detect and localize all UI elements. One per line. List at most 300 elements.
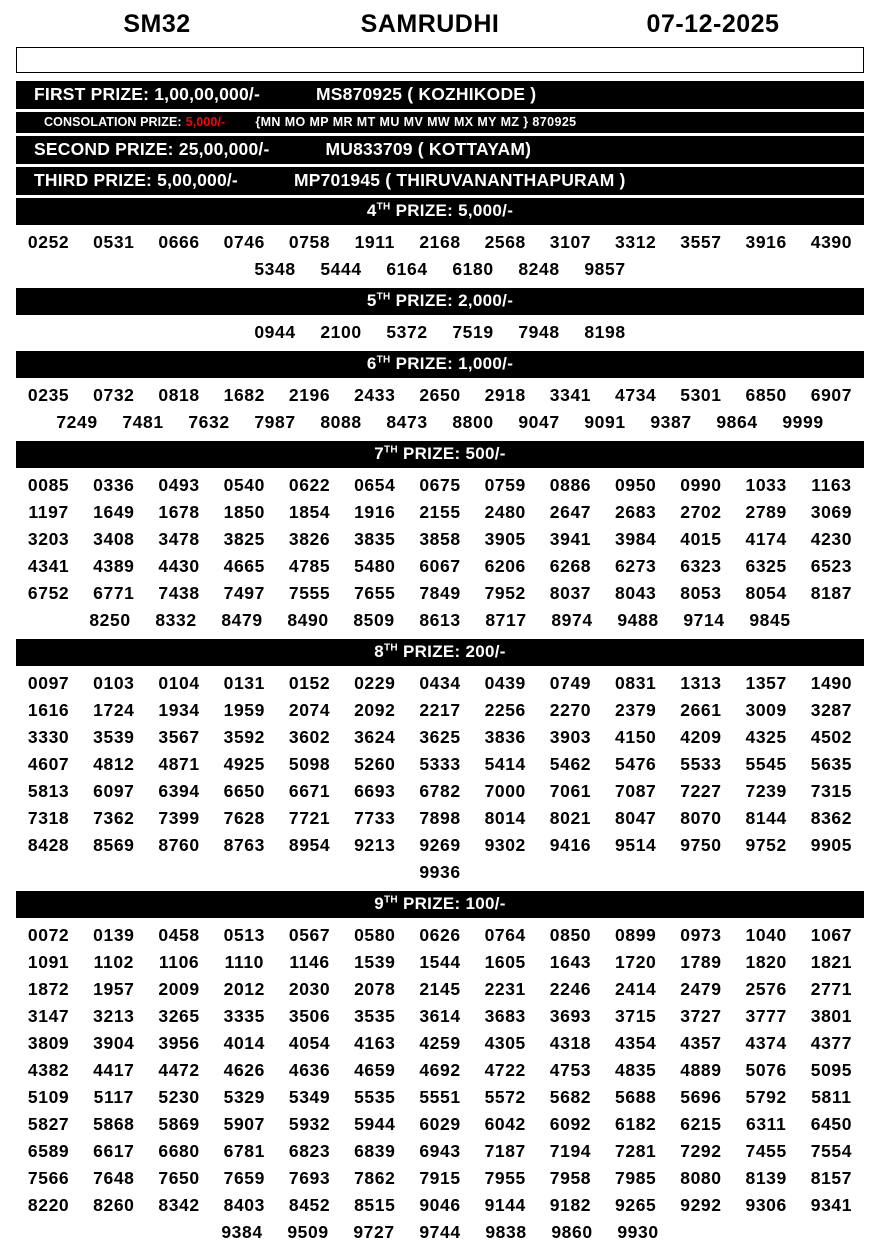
ticket-number: 7898 bbox=[419, 808, 461, 828]
ticket-number: 6589 bbox=[27, 1141, 70, 1161]
ticket-number: 7061 bbox=[549, 781, 592, 801]
number-row bbox=[16, 229, 864, 256]
ticket-number: 5333 bbox=[419, 754, 461, 774]
ticket-number: 2092 bbox=[354, 700, 396, 720]
ticket-number: 3614 bbox=[419, 1006, 461, 1026]
second-prize-winner: MU833709 ( KOTTAYAM) bbox=[325, 139, 532, 159]
ticket-number: 0104 bbox=[158, 673, 200, 693]
ticket-number: 5329 bbox=[223, 1087, 265, 1107]
ticket-number: 9750 bbox=[680, 835, 722, 855]
ticket-number: 6650 bbox=[223, 781, 265, 801]
ticket-number: 3835 bbox=[354, 529, 396, 549]
ticket-number: 7948 bbox=[518, 322, 560, 342]
ticket-number: 8144 bbox=[745, 808, 787, 828]
ticket-number: 9488 bbox=[617, 610, 659, 630]
ticket-number: 0675 bbox=[419, 475, 461, 495]
sixth-prize-sup: TH bbox=[376, 354, 391, 366]
ticket-number: 6850 bbox=[745, 385, 787, 405]
ticket-number: 7693 bbox=[288, 1168, 331, 1188]
ticket-number: 8613 bbox=[419, 610, 461, 630]
ticket-number: 7362 bbox=[93, 808, 135, 828]
ticket-number: 1197 bbox=[28, 502, 69, 522]
ticket-number: 9999 bbox=[782, 412, 824, 432]
ticket-number: 9936 bbox=[419, 862, 461, 882]
ticket-number: 3941 bbox=[549, 529, 592, 549]
draw-date: 07-12-2025 bbox=[646, 10, 780, 38]
ticket-number: 0950 bbox=[615, 475, 657, 495]
sixth-prize-ordinal: 6 bbox=[366, 354, 377, 373]
ninth-prize-title: PRIZE: 100/- bbox=[402, 894, 506, 913]
eighth-prize-header bbox=[16, 639, 864, 666]
ticket-number: 6943 bbox=[419, 1141, 461, 1161]
ticket-number: 9930 bbox=[617, 1222, 659, 1242]
ticket-number: 4722 bbox=[484, 1060, 526, 1080]
ticket-number: 5682 bbox=[549, 1087, 592, 1107]
ticket-number: 8014 bbox=[484, 808, 526, 828]
ticket-number: 6325 bbox=[745, 556, 787, 576]
ticket-number: 8248 bbox=[518, 259, 560, 279]
ninth-prize-ordinal: 9 bbox=[374, 894, 384, 913]
ticket-number: 6067 bbox=[419, 556, 461, 576]
ticket-number: 4812 bbox=[93, 754, 135, 774]
third-prize-label: THIRD PRIZE: 5,00,000/- bbox=[34, 170, 238, 190]
ticket-number: 6311 bbox=[745, 1114, 787, 1134]
ticket-number: 1957 bbox=[93, 979, 135, 999]
ticket-number: 3727 bbox=[680, 1006, 722, 1026]
ticket-number: 0252 bbox=[27, 232, 70, 252]
ticket-number: 8569 bbox=[93, 835, 135, 855]
ticket-number: 5869 bbox=[158, 1114, 200, 1134]
ticket-number: 3801 bbox=[810, 1006, 853, 1026]
ticket-number: 5109 bbox=[27, 1087, 70, 1107]
ticket-number: 2647 bbox=[549, 502, 592, 522]
ticket-number: 1934 bbox=[158, 700, 200, 720]
ticket-number: 7985 bbox=[615, 1168, 657, 1188]
ticket-number: 3213 bbox=[93, 1006, 135, 1026]
ticket-number: 8479 bbox=[221, 610, 263, 630]
sixth-prize-numbers bbox=[16, 378, 864, 438]
ticket-number: 5076 bbox=[745, 1060, 787, 1080]
ticket-number: 2030 bbox=[288, 979, 331, 999]
ticket-number: 3624 bbox=[354, 727, 396, 747]
ticket-number: 8473 bbox=[386, 412, 428, 432]
ticket-number: 8054 bbox=[745, 583, 787, 603]
seventh-prize-header bbox=[16, 441, 864, 468]
ticket-number: 7987 bbox=[254, 412, 296, 432]
ticket-number: 8260 bbox=[93, 1195, 135, 1215]
ticket-number: 8250 bbox=[89, 610, 131, 630]
ticket-number: 0229 bbox=[354, 673, 396, 693]
ticket-number: 4659 bbox=[354, 1060, 396, 1080]
ticket-number: 6693 bbox=[354, 781, 396, 801]
ticket-number: 1605 bbox=[484, 952, 526, 972]
ninth-prize-numbers bbox=[16, 918, 864, 1248]
ticket-number: 4341 bbox=[27, 556, 70, 576]
ticket-number: 6206 bbox=[484, 556, 526, 576]
ticket-number: 7721 bbox=[288, 808, 331, 828]
ticket-number: 5230 bbox=[158, 1087, 200, 1107]
ticket-number: 0818 bbox=[158, 385, 200, 405]
ticket-number: 2479 bbox=[680, 979, 722, 999]
number-row bbox=[16, 778, 864, 805]
page-header bbox=[10, 6, 870, 45]
ticket-number: 0990 bbox=[680, 475, 722, 495]
ticket-number: 1682 bbox=[223, 385, 265, 405]
ticket-number: 9744 bbox=[419, 1222, 461, 1242]
ticket-number: 4354 bbox=[615, 1033, 657, 1053]
ticket-number: 2196 bbox=[288, 385, 331, 405]
number-row bbox=[16, 751, 864, 778]
fourth-prize-title: PRIZE: 5,000/- bbox=[395, 201, 514, 220]
ticket-number: 2270 bbox=[549, 700, 592, 720]
lottery-name: SAMRUDHI bbox=[360, 10, 500, 38]
ticket-number: 1067 bbox=[810, 925, 853, 945]
ticket-number: 0152 bbox=[288, 673, 331, 693]
ticket-number: 8080 bbox=[680, 1168, 722, 1188]
ticket-number: 5792 bbox=[745, 1087, 787, 1107]
ticket-number: 4318 bbox=[549, 1033, 592, 1053]
ticket-number: 4665 bbox=[223, 556, 265, 576]
eighth-prize-numbers bbox=[16, 666, 864, 888]
number-row bbox=[16, 1219, 864, 1246]
ticket-number: 3905 bbox=[484, 529, 526, 549]
ticket-number: 5095 bbox=[810, 1060, 853, 1080]
ticket-number: 5301 bbox=[680, 385, 722, 405]
ticket-number: 9302 bbox=[484, 835, 526, 855]
number-row bbox=[16, 922, 864, 949]
ticket-number: 1854 bbox=[288, 502, 331, 522]
ticket-number: 8021 bbox=[549, 808, 592, 828]
ticket-number: 8198 bbox=[584, 322, 626, 342]
fourth-prize-numbers bbox=[16, 225, 864, 285]
ticket-number: 8452 bbox=[288, 1195, 331, 1215]
ticket-number: 0139 bbox=[93, 925, 135, 945]
ticket-number: 5414 bbox=[484, 754, 526, 774]
ticket-number: 2576 bbox=[745, 979, 787, 999]
number-row bbox=[16, 472, 864, 499]
ticket-number: 4472 bbox=[158, 1060, 200, 1080]
ticket-number: 8088 bbox=[320, 412, 362, 432]
ticket-number: 3592 bbox=[223, 727, 265, 747]
ticket-number: 4174 bbox=[745, 529, 787, 549]
ticket-number: 6268 bbox=[549, 556, 592, 576]
ticket-number: 9857 bbox=[584, 259, 626, 279]
consolation-prize-series: {MN MO MP MR MT MU MV MW MX MY MZ } 870925 bbox=[255, 115, 577, 129]
ticket-number: 6029 bbox=[419, 1114, 461, 1134]
search-input[interactable] bbox=[16, 47, 864, 73]
number-row bbox=[16, 976, 864, 1003]
ticket-number: 5688 bbox=[615, 1087, 657, 1107]
ticket-number: 1040 bbox=[745, 925, 787, 945]
ticket-number: 1102 bbox=[93, 952, 135, 972]
ticket-number: 2683 bbox=[615, 502, 657, 522]
ticket-number: 0439 bbox=[484, 673, 526, 693]
fifth-prize-title: PRIZE: 2,000/- bbox=[395, 291, 514, 310]
ticket-number: 7438 bbox=[158, 583, 200, 603]
ticket-number: 5907 bbox=[223, 1114, 265, 1134]
ticket-number: 7955 bbox=[484, 1168, 526, 1188]
ticket-number: 5868 bbox=[93, 1114, 135, 1134]
consolation-prize-row bbox=[16, 112, 864, 133]
ticket-number: 2661 bbox=[680, 700, 722, 720]
ticket-number: 8800 bbox=[452, 412, 494, 432]
ticket-number: 1490 bbox=[810, 673, 853, 693]
fourth-prize-header bbox=[16, 198, 864, 225]
ticket-number: 0513 bbox=[223, 925, 265, 945]
ticket-number: 4325 bbox=[745, 727, 787, 747]
ticket-number: 3107 bbox=[549, 232, 592, 252]
ticket-number: 4636 bbox=[288, 1060, 331, 1080]
ticket-number: 4054 bbox=[288, 1033, 331, 1053]
ticket-number: 9387 bbox=[650, 412, 692, 432]
consolation-prize-label: CONSOLATION PRIZE: bbox=[44, 115, 182, 129]
ticket-number: 3330 bbox=[27, 727, 70, 747]
ticket-number: 8362 bbox=[810, 808, 853, 828]
ticket-number: 3506 bbox=[288, 1006, 331, 1026]
ticket-number: 0085 bbox=[27, 475, 70, 495]
ticket-number: 7239 bbox=[745, 781, 787, 801]
ticket-number: 5260 bbox=[354, 754, 396, 774]
ticket-number: 0458 bbox=[158, 925, 200, 945]
ticket-number: 1357 bbox=[745, 673, 787, 693]
draw-code: SM32 bbox=[123, 10, 191, 38]
ticket-number: 2918 bbox=[484, 385, 526, 405]
ticket-number: 3826 bbox=[288, 529, 331, 549]
ticket-number: 8047 bbox=[615, 808, 657, 828]
ticket-number: 4626 bbox=[223, 1060, 265, 1080]
ticket-number: 3809 bbox=[27, 1033, 70, 1053]
ticket-number: 8763 bbox=[223, 835, 265, 855]
ticket-number: 8053 bbox=[680, 583, 722, 603]
ticket-number: 5444 bbox=[320, 259, 362, 279]
ticket-number: 0580 bbox=[354, 925, 396, 945]
ticket-number: 3836 bbox=[484, 727, 526, 747]
ticket-number: 6215 bbox=[680, 1114, 722, 1134]
ticket-number: 1724 bbox=[93, 700, 135, 720]
sixth-prize-title: PRIZE: 1,000/- bbox=[395, 354, 514, 373]
ticket-number: 4259 bbox=[419, 1033, 461, 1053]
ticket-number: 5696 bbox=[680, 1087, 722, 1107]
ticket-number: 1033 bbox=[745, 475, 787, 495]
ticket-number: 3602 bbox=[288, 727, 331, 747]
ticket-number: 4382 bbox=[27, 1060, 70, 1080]
ticket-number: 6680 bbox=[158, 1141, 200, 1161]
ticket-number: 3287 bbox=[810, 700, 853, 720]
ticket-number: 2078 bbox=[354, 979, 396, 999]
ticket-number: 0758 bbox=[288, 232, 331, 252]
number-row bbox=[16, 1111, 864, 1138]
ticket-number: 0131 bbox=[223, 673, 265, 693]
ticket-number: 8043 bbox=[615, 583, 657, 603]
ticket-number: 8187 bbox=[810, 583, 853, 603]
ticket-number: 2702 bbox=[680, 502, 722, 522]
first-prize-winner: MS870925 ( KOZHIKODE ) bbox=[315, 84, 537, 104]
ticket-number: 7566 bbox=[27, 1168, 70, 1188]
ticket-number: 3312 bbox=[615, 232, 657, 252]
ticket-number: 3147 bbox=[27, 1006, 70, 1026]
ticket-number: 3408 bbox=[93, 529, 135, 549]
ticket-number: 1872 bbox=[27, 979, 70, 999]
ticket-number: 6907 bbox=[810, 385, 853, 405]
ninth-prize-sup: TH bbox=[384, 894, 398, 906]
ticket-number: 5476 bbox=[615, 754, 657, 774]
ticket-number: 4417 bbox=[93, 1060, 135, 1080]
third-prize-winner: MP701945 ( THIRUVANANTHAPURAM ) bbox=[293, 170, 626, 190]
ticket-number: 4607 bbox=[27, 754, 70, 774]
ticket-number: 4692 bbox=[419, 1060, 461, 1080]
number-row bbox=[16, 697, 864, 724]
ticket-number: 9047 bbox=[518, 412, 560, 432]
ticket-number: 4209 bbox=[680, 727, 722, 747]
ticket-number: 7632 bbox=[188, 412, 230, 432]
ticket-number: 5944 bbox=[354, 1114, 396, 1134]
fifth-prize-header bbox=[16, 288, 864, 315]
ticket-number: 6182 bbox=[615, 1114, 657, 1134]
ticket-number: 0746 bbox=[223, 232, 265, 252]
ninth-prize-header bbox=[16, 891, 864, 918]
ticket-number: 4015 bbox=[680, 529, 722, 549]
ticket-number: 0944 bbox=[254, 322, 296, 342]
ticket-number: 1850 bbox=[223, 502, 265, 522]
ticket-number: 2009 bbox=[158, 979, 200, 999]
ticket-number: 4374 bbox=[745, 1033, 787, 1053]
ticket-number: 4835 bbox=[615, 1060, 657, 1080]
ticket-number: 9265 bbox=[615, 1195, 657, 1215]
ticket-number: 5813 bbox=[27, 781, 70, 801]
ticket-number: 1959 bbox=[223, 700, 265, 720]
ticket-number: 5117 bbox=[93, 1087, 135, 1107]
number-row bbox=[16, 256, 864, 283]
ticket-number: 9213 bbox=[354, 835, 396, 855]
eighth-prize-title: PRIZE: 200/- bbox=[402, 642, 506, 661]
ticket-number: 2379 bbox=[615, 700, 657, 720]
ticket-number: 8428 bbox=[27, 835, 70, 855]
ticket-number: 7481 bbox=[122, 412, 164, 432]
ticket-number: 2155 bbox=[419, 502, 461, 522]
ticket-number: 5545 bbox=[745, 754, 787, 774]
ticket-number: 1313 bbox=[680, 673, 722, 693]
ticket-number: 3265 bbox=[158, 1006, 200, 1026]
ticket-number: 0103 bbox=[93, 673, 135, 693]
ticket-number: 2480 bbox=[484, 502, 526, 522]
ticket-number: 9341 bbox=[810, 1195, 853, 1215]
ticket-number: 2145 bbox=[419, 979, 461, 999]
number-row bbox=[16, 382, 864, 409]
ticket-number: 9046 bbox=[419, 1195, 461, 1215]
ticket-number: 7292 bbox=[680, 1141, 722, 1161]
ticket-number: 1544 bbox=[419, 952, 461, 972]
ticket-number: 9144 bbox=[484, 1195, 526, 1215]
ticket-number: 3557 bbox=[680, 232, 722, 252]
ticket-number: 1146 bbox=[289, 952, 330, 972]
ticket-number: 9905 bbox=[810, 835, 853, 855]
ticket-number: 7733 bbox=[354, 808, 396, 828]
ticket-number: 4357 bbox=[680, 1033, 722, 1053]
ticket-number: 7087 bbox=[615, 781, 657, 801]
ticket-number: 0235 bbox=[27, 385, 70, 405]
ticket-number: 2650 bbox=[419, 385, 461, 405]
ticket-number: 6839 bbox=[354, 1141, 396, 1161]
ticket-number: 4430 bbox=[158, 556, 200, 576]
ticket-number: 7849 bbox=[419, 583, 461, 603]
ticket-number: 0850 bbox=[549, 925, 592, 945]
ticket-number: 9091 bbox=[584, 412, 626, 432]
ticket-number: 5572 bbox=[484, 1087, 526, 1107]
ticket-number: 1720 bbox=[615, 952, 657, 972]
ticket-number: 5635 bbox=[810, 754, 853, 774]
ticket-number: 2217 bbox=[419, 700, 461, 720]
ticket-number: 3069 bbox=[810, 502, 853, 522]
ticket-number: 7187 bbox=[484, 1141, 526, 1161]
ticket-number: 0072 bbox=[27, 925, 70, 945]
ticket-number: 7318 bbox=[27, 808, 70, 828]
number-row bbox=[16, 949, 864, 976]
ticket-number: 0493 bbox=[158, 475, 200, 495]
ticket-number: 0732 bbox=[93, 385, 135, 405]
ticket-number: 4871 bbox=[158, 754, 200, 774]
ticket-number: 3009 bbox=[745, 700, 787, 720]
ticket-number: 3203 bbox=[27, 529, 70, 549]
ticket-number: 2568 bbox=[484, 232, 526, 252]
number-row bbox=[16, 526, 864, 553]
ticket-number: 1106 bbox=[158, 952, 200, 972]
ticket-number: 2100 bbox=[320, 322, 362, 342]
ticket-number: 4889 bbox=[680, 1060, 722, 1080]
ticket-number: 5372 bbox=[386, 322, 428, 342]
ticket-number: 7281 bbox=[615, 1141, 657, 1161]
ticket-number: 0764 bbox=[484, 925, 526, 945]
ticket-number: 6323 bbox=[680, 556, 722, 576]
seventh-prize-numbers bbox=[16, 468, 864, 636]
ticket-number: 8509 bbox=[353, 610, 395, 630]
sixth-prize-header bbox=[16, 351, 864, 378]
ticket-number: 9384 bbox=[221, 1222, 263, 1242]
ticket-number: 9714 bbox=[683, 610, 725, 630]
number-row bbox=[16, 805, 864, 832]
ticket-number: 3777 bbox=[745, 1006, 787, 1026]
ticket-number: 7628 bbox=[223, 808, 265, 828]
ticket-number: 6781 bbox=[223, 1141, 265, 1161]
ticket-number: 5551 bbox=[419, 1087, 461, 1107]
ticket-number: 7655 bbox=[354, 583, 396, 603]
ticket-number: 4389 bbox=[93, 556, 135, 576]
ticket-number: 5932 bbox=[288, 1114, 331, 1134]
number-row bbox=[16, 1030, 864, 1057]
consolation-prize-amount: 5,000/- bbox=[185, 115, 226, 129]
fifth-prize-sup: TH bbox=[376, 291, 391, 303]
ticket-number: 7958 bbox=[549, 1168, 592, 1188]
ticket-number: 9727 bbox=[353, 1222, 395, 1242]
ticket-number: 8717 bbox=[485, 610, 527, 630]
ticket-number: 2771 bbox=[810, 979, 853, 999]
seventh-prize-title: PRIZE: 500/- bbox=[402, 444, 506, 463]
ticket-number: 5480 bbox=[354, 556, 396, 576]
ticket-number: 1110 bbox=[224, 952, 264, 972]
ticket-number: 7952 bbox=[484, 583, 526, 603]
ticket-number: 5349 bbox=[288, 1087, 331, 1107]
ticket-number: 0749 bbox=[549, 673, 592, 693]
ticket-number: 6617 bbox=[93, 1141, 135, 1161]
ticket-number: 7554 bbox=[810, 1141, 853, 1161]
ticket-number: 3984 bbox=[615, 529, 657, 549]
ticket-number: 7249 bbox=[56, 412, 98, 432]
ticket-number: 6273 bbox=[615, 556, 657, 576]
ticket-number: 0622 bbox=[288, 475, 331, 495]
ticket-number: 8974 bbox=[551, 610, 593, 630]
ticket-number: 0626 bbox=[419, 925, 461, 945]
ticket-number: 3539 bbox=[93, 727, 135, 747]
ticket-number: 6771 bbox=[93, 583, 135, 603]
